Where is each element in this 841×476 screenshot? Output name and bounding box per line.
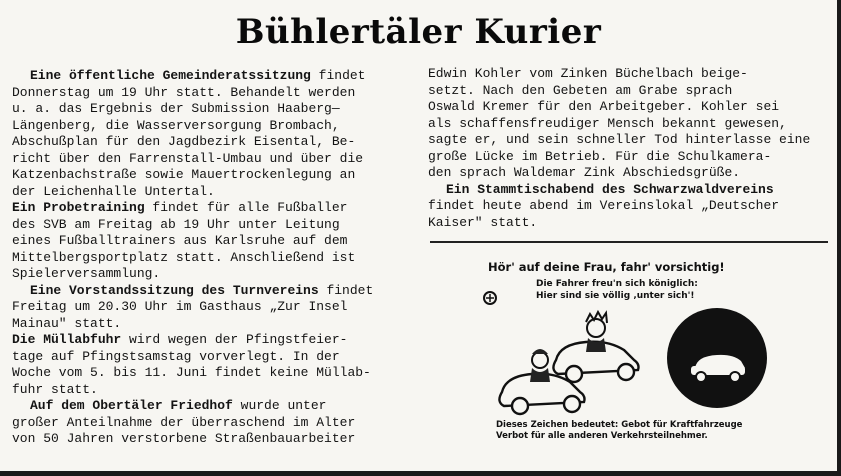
item-headline: Ein Probetraining bbox=[12, 200, 145, 215]
item-text: tage auf Pfingstsamstag vorverlegt. In der bbox=[12, 348, 340, 364]
item-headline: Auf dem Obertäler Friedhof bbox=[30, 398, 233, 413]
masthead-title: Bühlertäler Kurier bbox=[235, 12, 602, 52]
news-item bbox=[12, 398, 415, 448]
ad-subtext-line: Hier sind sie völlig ‚unter sich'! bbox=[536, 291, 695, 301]
ad-footnote bbox=[496, 420, 742, 442]
news-item bbox=[12, 332, 415, 398]
item-text: findet bbox=[318, 282, 374, 298]
ad-footnote-line: Verbot für alle anderen Verkehrsteilnehmer. bbox=[496, 431, 708, 441]
item-text: Donnerstag um 19 Uhr statt. Behandelt werden bbox=[12, 84, 356, 100]
news-item bbox=[428, 182, 830, 232]
item-text: den sprach Waldemar Zink Abschiedsgrüße. bbox=[428, 165, 741, 180]
news-item-continued bbox=[428, 66, 830, 182]
item-text: findet heute abend im Vereinslokal „Deutscher bbox=[428, 198, 780, 213]
item-headline: Eine Vorstandssitzung des Turnvereins bbox=[30, 282, 319, 298]
item-headline: Ein Stammtischabend des Schwarzwaldvereins bbox=[446, 181, 774, 197]
item-headline: Die Müllabfuhr bbox=[12, 332, 122, 347]
column-divider-rule bbox=[430, 241, 828, 243]
item-text: große Lücke im Betrieb. Für die Schulkamera- bbox=[428, 148, 772, 164]
item-text: Kaiser" statt. bbox=[428, 214, 538, 230]
item-text: Edwin Kohler vom Zinken Büchelbach beige- bbox=[428, 66, 748, 81]
item-text: fuhr statt. bbox=[12, 381, 98, 397]
ad-footnote-line: Dieses Zeichen bedeutet: Gebot für Kraftfahrzeuge bbox=[496, 420, 743, 430]
item-text: Spielerversammlung. bbox=[12, 266, 161, 281]
item-text: von 50 Jahren verstorbene Straßenbauarbeiter bbox=[12, 431, 356, 446]
news-item bbox=[12, 68, 415, 200]
item-text: Mittelbergsportplatz statt. Anschließend ist bbox=[12, 249, 356, 265]
item-text: Mainau" statt. bbox=[12, 315, 122, 331]
item-text: als schaffensfreudiger Mensch bekannt gewesen, bbox=[428, 115, 787, 131]
item-text: Katzenbachstraße sowie Mauertrockenlegung an bbox=[12, 167, 356, 182]
item-text: findet für alle Fußballer bbox=[144, 200, 348, 215]
ad-headline: Hör' auf deine Frau, fahr' vorsichtig! bbox=[488, 260, 725, 274]
item-text: wurde unter bbox=[232, 398, 327, 413]
advertisement bbox=[430, 248, 828, 460]
item-text: wird wegen der Pfingstfeier- bbox=[121, 332, 348, 347]
item-text: u. a. das Ergebnis der Submission Haaberg— bbox=[12, 101, 340, 116]
column-right bbox=[428, 66, 830, 231]
item-headline: Eine öffentliche Gemeinderatssitzung bbox=[30, 68, 311, 83]
item-text: Woche vom 5. bis 11. Juni findet keine Müllab- bbox=[12, 365, 371, 380]
item-text: Längenberg, die Wasserversorgung Brombach, bbox=[12, 117, 340, 133]
news-item bbox=[12, 283, 415, 333]
news-item bbox=[12, 200, 415, 283]
item-text: eines Fußballtrainers aus Karlsruhe auf dem bbox=[12, 233, 348, 248]
item-text: richt über den Farrenstall-Umbau und über die bbox=[12, 150, 364, 166]
car-icon bbox=[553, 312, 638, 382]
item-text: setzt. Nach den Gebeten am Grabe sprach bbox=[428, 82, 733, 98]
item-text: Oswald Kremer für den Arbeitgeber. Kohler sei bbox=[428, 99, 780, 114]
item-text: Freitag um 20.30 Uhr im Gasthaus „Zur Insel bbox=[12, 299, 348, 314]
road-sign-icon bbox=[665, 306, 769, 410]
item-text: sagte er, und sein schneller Tod hinterlasse eine bbox=[428, 132, 811, 147]
ad-logo-icon bbox=[484, 292, 496, 304]
item-text: Abschußplan für den Jagdbezirk Eisental, Be- bbox=[12, 134, 356, 149]
item-text: der Leichenhalle Untertal. bbox=[12, 183, 215, 199]
item-text: findet bbox=[310, 68, 366, 83]
car-with-driver-illustration bbox=[482, 288, 662, 418]
item-text: großer Anteilnahme der überraschend im Alter bbox=[12, 414, 356, 430]
column-left bbox=[12, 68, 415, 448]
item-text: des SVB am Freitag ab 19 Uhr unter Leitung bbox=[12, 216, 340, 232]
ad-subtext-line: Die Fahrer freu'n sich königlich: bbox=[536, 279, 698, 289]
